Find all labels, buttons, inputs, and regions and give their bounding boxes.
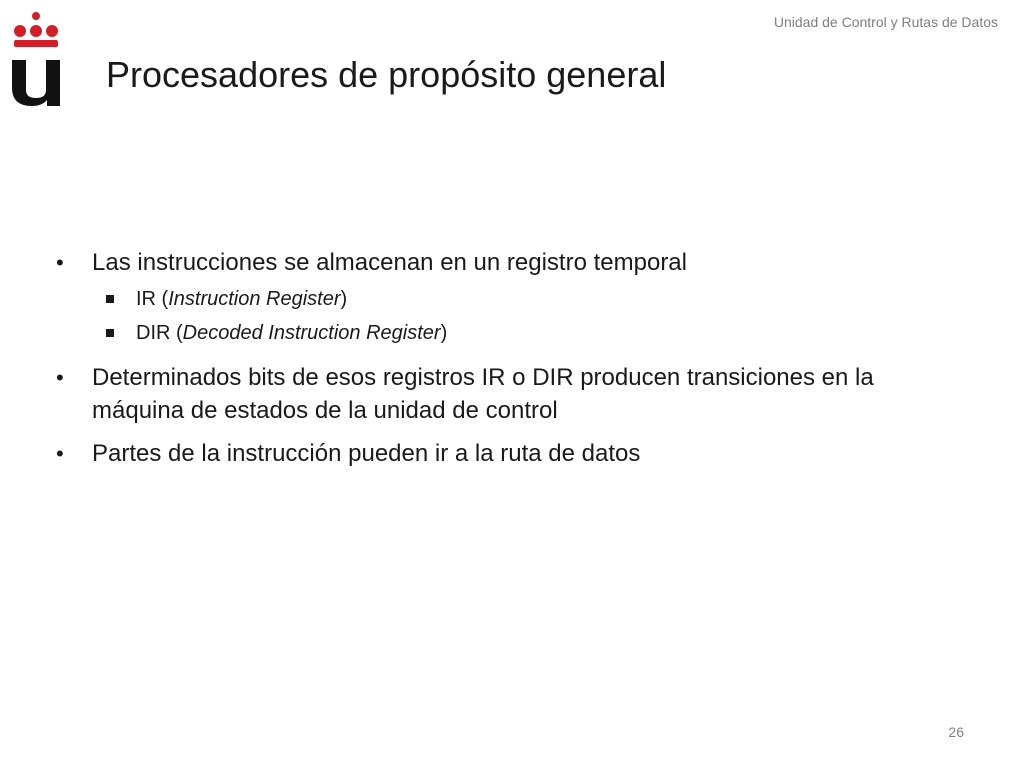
sub-bullet-suffix: )	[340, 288, 348, 310]
bullet-item	[56, 246, 956, 279]
university-logo	[10, 10, 62, 110]
slide-title: Procesadores de propósito general	[106, 54, 667, 95]
sub-bullet-suffix: )	[440, 322, 448, 344]
square-bullet-icon	[106, 295, 114, 303]
university-logo-icon	[10, 10, 62, 110]
page-number: 26	[948, 724, 964, 740]
header-course-name: Unidad de Control y Rutas de Datos	[773, 14, 998, 30]
sub-bullet-italic: Decoded Instruction Register	[182, 322, 441, 344]
sub-bullet-prefix: DIR (	[136, 322, 183, 344]
bullet-text: Partes de la instrucción pueden ir a la ruta de datos	[92, 440, 641, 467]
bullet-text: Las instrucciones se almacenan en un registro temporal	[92, 249, 687, 276]
bullet-dot: •	[56, 441, 64, 466]
sub-bullet-item	[106, 285, 956, 313]
sub-bullet-text	[136, 319, 447, 347]
bullet-dot: •	[56, 250, 64, 275]
bullet-dot: •	[56, 365, 64, 390]
bullet-text: Determinados bits de esos registros IR o DIR producen transiciones en la máquina de estados de la unidad de control	[92, 364, 874, 424]
bullet-item	[56, 361, 956, 427]
slide-content	[56, 246, 956, 470]
bullet-item	[56, 437, 956, 470]
sub-bullet-prefix: IR (	[136, 288, 169, 310]
sub-bullet-item	[106, 319, 956, 347]
sub-bullet-text	[136, 285, 347, 313]
square-bullet-icon	[106, 329, 114, 337]
sub-bullet-italic: Instruction Register	[168, 288, 341, 310]
